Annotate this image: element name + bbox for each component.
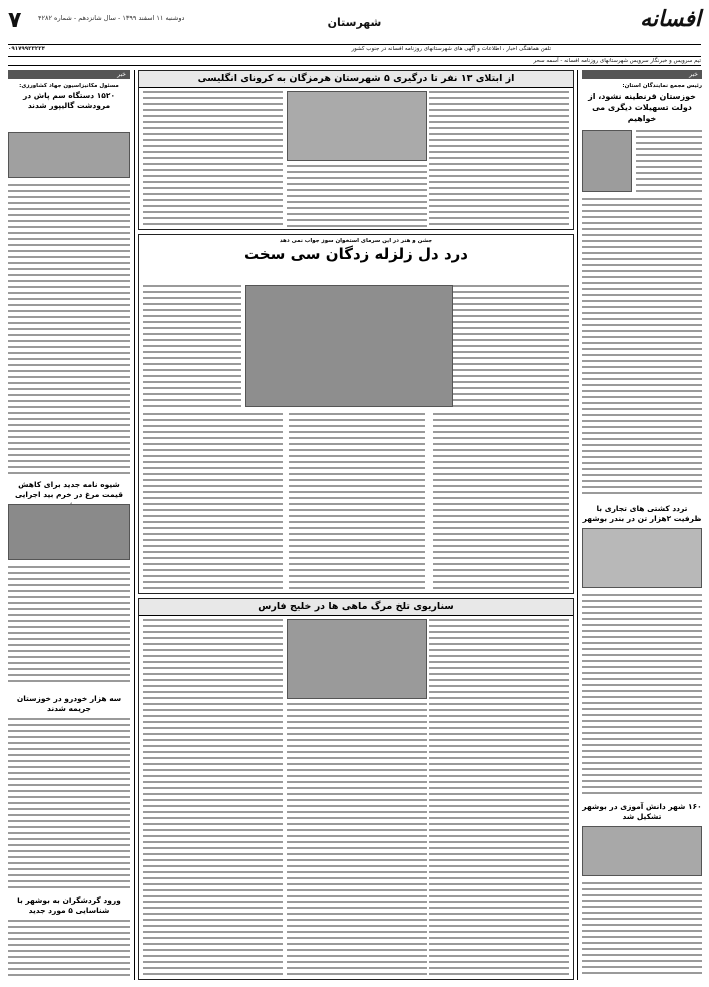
right-column-tag: خبر [582,70,702,79]
right-body-3 [582,594,702,794]
page-number: ۷ [8,8,22,33]
feature-body-3 [433,413,569,589]
feature-kicker: جشن و هنر در این سرمای استخوان سوز جواب نمی دهد [279,238,433,244]
top-story-body-2 [287,165,427,227]
cargo-ship-photo [582,528,702,588]
bottom-body-3 [143,619,283,975]
left-story2-headline: شیوه نامه جدید برای کاهش قیمت مرغ در خرم بید اجرایی [15,480,123,499]
right-story2-headline: تردد کشتی های تجاری با ظرفیت ۲هزار تن در بندر بوشهر [582,504,702,523]
network-bar-text: تیم سرویس و خبرنگار سرویس شهرستانهای روزنامه افسانه - آسمه سحر [533,58,701,64]
info-bar-phone: ۰۹۱۷۹۹۲۳۲۲۴ [8,46,45,52]
top-story [138,70,574,230]
section-title: شهرستان [327,16,382,29]
bottom-body-1 [429,619,569,975]
top-story-body-1 [429,91,569,227]
dateline: دوشنبه ۱۱ اسفند ۱۳۹۹ - سال شانزدهم - شماره ۴۲۸۲ [38,14,185,22]
left-kicker: مسئول مکانیزاسیون جهاد کشاورزی: [19,83,119,89]
bottom-story-headline: سناریوی تلخ مرگ ماهی ها در خلیج فارس [139,599,573,616]
left-story4-headline: ورود گردشگران به بوشهر با شناسایی ۵ مورد جدید [17,896,121,915]
left-body-1 [8,184,130,474]
top-story-headline: از ابتلای ۱۳ نفر تا درگیری ۵ شهرستان هرمزگان به کرونای انگلیسی [139,71,573,88]
info-bar-text: تلفن هماهنگی اخبار ، اطلاعات و آگهی های شهرستانهای روزنامه افسانه در جنوب کشور [351,46,551,52]
bottom-story [138,598,574,980]
feature-headline: درد دل زلزله زدگان سی سخت [243,245,469,263]
hospital-photo [287,91,427,161]
feature-body-1 [453,285,569,407]
right-body-1 [636,130,702,192]
left-column-tag: خبر [8,70,130,79]
earthquake-camp-photo [245,285,453,407]
right-story3-headline: ۱۶۰ شهر دانش آموزی در بوشهر تشکیل شد [582,802,702,821]
right-column [582,70,702,980]
right-kicker: رئیس مجمع نمایندگان استان: [622,83,702,89]
left-body-2 [8,566,130,686]
right-headline: خوزستان قرنطینه نشود، از دولت تسهیلات دیگری می خواهیم [588,92,696,123]
column-divider-left [134,70,135,980]
dead-fish-photo [287,619,427,699]
column-divider-right [577,70,578,980]
top-story-body-3 [143,91,283,227]
info-bar [8,44,701,53]
left-body-3 [8,718,130,888]
sprayers-photo [8,132,130,178]
network-bar [8,56,701,66]
left-headline: ۱۵۲۰ دستگاه سم پاش در مرودشت گالیپور شدند [22,91,116,110]
right-body-4 [582,882,702,977]
feature-story [138,234,574,594]
feature-body-2 [143,285,241,407]
masthead [8,6,701,40]
newspaper-logo: افسانه [640,6,701,32]
feature-body-5 [143,413,283,589]
left-story3-headline: سه هزار خودرو در خوزستان جریمه شدند [16,694,122,713]
feature-body-4 [289,413,425,589]
bottom-body-2 [287,703,427,975]
chickens-photo [8,504,130,560]
left-body-4 [8,920,130,978]
official-portrait [582,130,632,192]
students-photo [582,826,702,876]
right-body-2 [582,198,702,498]
left-column [8,70,130,980]
